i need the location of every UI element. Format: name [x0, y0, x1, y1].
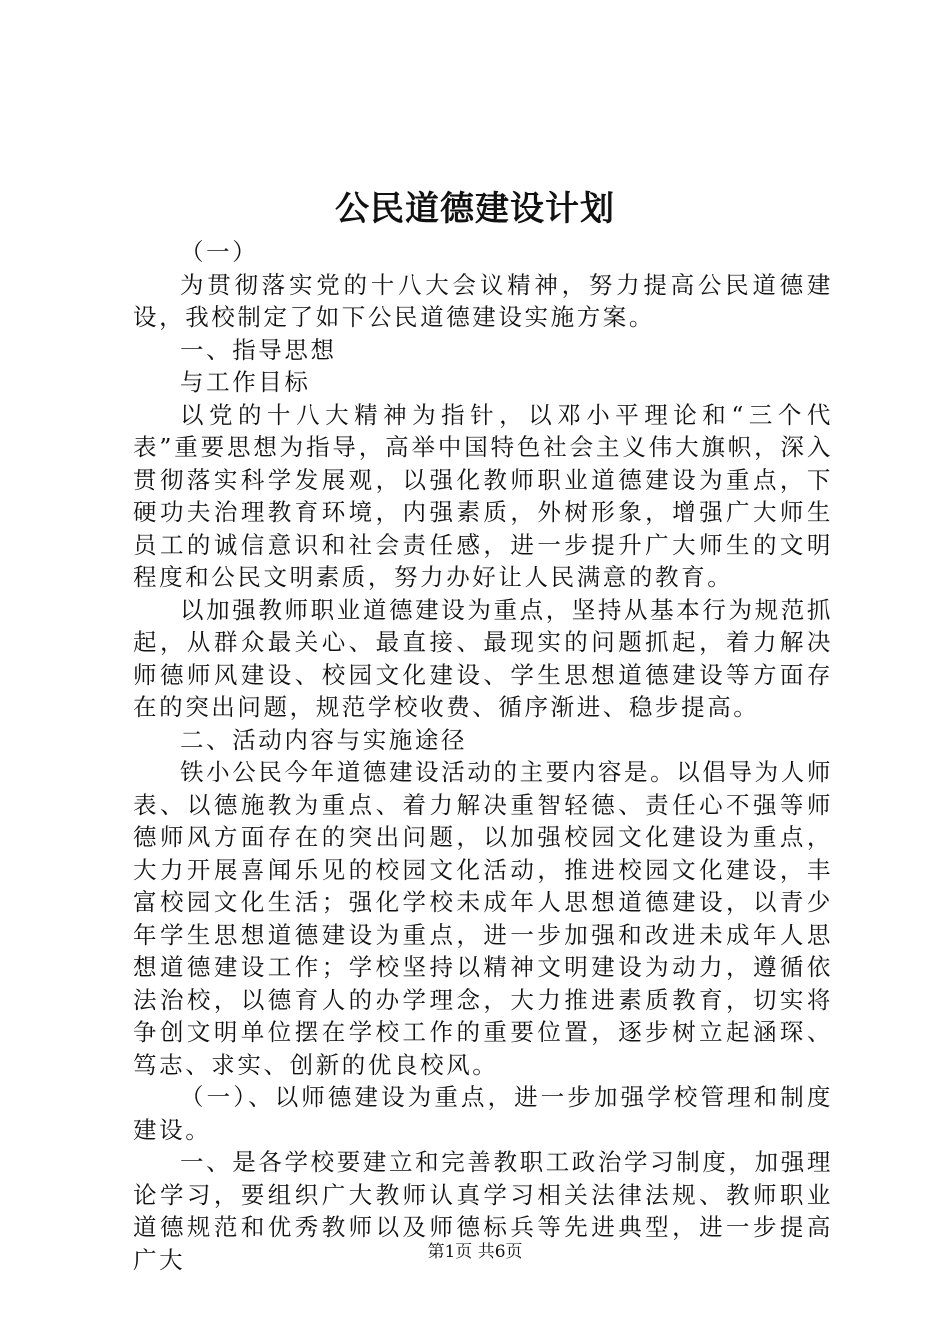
paragraph-activities-content: 铁小公民今年道德建设活动的主要内容是。以倡导为人师表、以德施教为重点、着力解决重智轻德、责任心不强等师德师风方面存在的突出问题，以加强校园文化建设为重点，大力开展喜闻乐见的校园文化活动，推进校园文化建设，丰富校园文化生活；强化学校未成年人思想道德建设，以青少年学生思想道德建设为重点，进一步加强和改进未成年人思想道德建设工作；学校坚持以精神文明建设为动力，遵循依法治校，以德育人的办学理念，大力推进素质教育，切实将争创文明单位摆在学校工作的重要位置，逐步树立起涵琛、笃志、求实、创新的优良校风。: [133, 758, 833, 1079]
paragraph-intro: 为贯彻落实党的十八大会议精神，努力提高公民道德建设，我校制定了如下公民道德建设实施方案。: [133, 270, 833, 331]
paragraph-guiding-content: 以党的十八大精神为指针，以邓小平理论和“三个代表”重要思想为指导，高举中国特色社会主义伟大旗帜，深入贯彻落实科学发展观，以强化教师职业道德建设为重点，下硬功夫治理教育环境，内强素质，外树形象，增强广大师生员工的诚信意识和社会责任感，进一步提升广大师生的文明程度和公民文明素质，努力办好让人民满意的教育。: [133, 400, 833, 591]
page-footer: 第1页 共6页: [427, 1242, 523, 1262]
document-body: [133, 236, 833, 1276]
paragraph-item-one: 一、是各学校要建立和完善教职工政治学习制度，加强理论学习，要组织广大教师认真学习相关法律法规、教师职业道德规范和优秀教师以及师德标兵等先进典型，进一步提高广大: [133, 1148, 833, 1274]
heading-guiding-ideology: 一、指导思想: [180, 335, 337, 364]
paragraph-focus: 以加强教师职业道德建设为重点，坚持从基本行为规范抓起，从群众最关心、最直接、最现实的问题抓起，着力解决师德师风建设、校园文化建设、学生思想道德建设等方面存在的突出问题，规范学校收费、循序渐进、稳步提高。: [133, 595, 833, 721]
heading-activities: 二、活动内容与实施途径: [180, 725, 468, 754]
document-title: 公民道德建设计划: [335, 189, 615, 229]
paragraph-section-marker: （一）: [180, 238, 259, 266]
paragraph-subsection-one: （一）、以师德建设为重点，进一步加强学校管理和制度建设。: [133, 1083, 833, 1144]
heading-work-goals: 与工作目标: [180, 368, 311, 396]
